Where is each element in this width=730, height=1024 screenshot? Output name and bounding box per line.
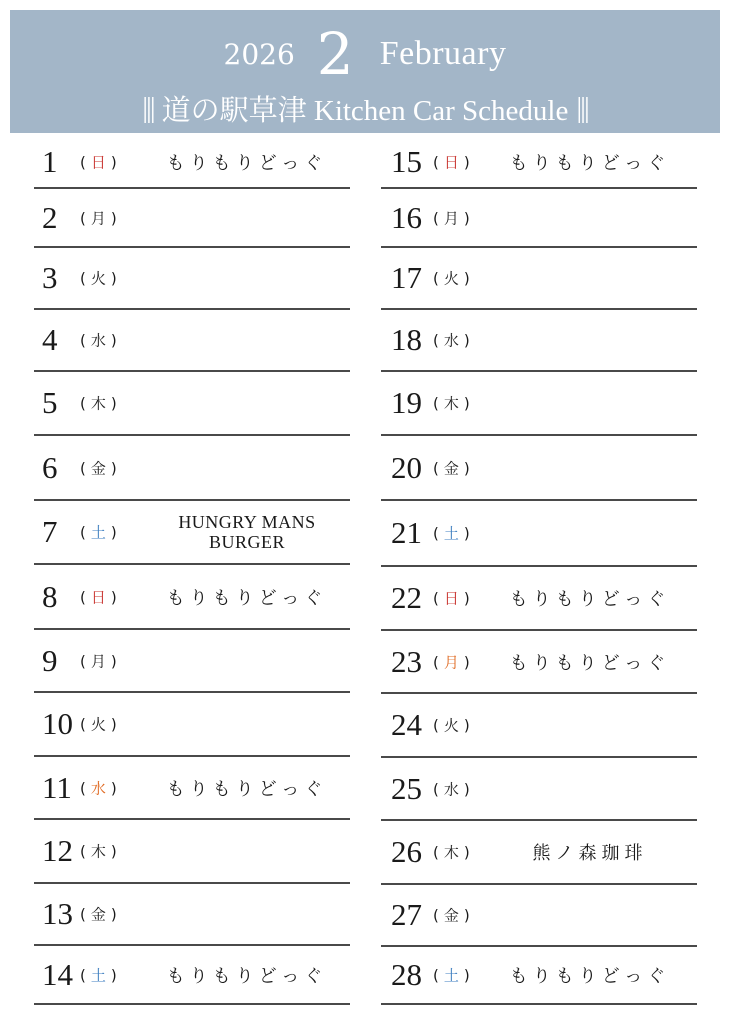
day-row — [34, 501, 350, 565]
day-row — [381, 501, 697, 567]
kitchen-car-vendor: もりもりどっぐ — [509, 652, 671, 674]
weekday-kanji: 水 — [443, 331, 461, 350]
weekday-label: ( 水 ) — [80, 779, 119, 797]
weekday-label: ( 日 ) — [80, 588, 119, 606]
day-row — [381, 136, 697, 189]
day-row — [34, 136, 350, 189]
calendar-column-right — [381, 136, 697, 1005]
weekday-label: ( 金 ) — [80, 905, 119, 924]
day-row — [381, 372, 697, 436]
weekday-kanji: 日 — [90, 153, 108, 171]
weekday-kanji: 日 — [443, 153, 461, 171]
weekday-label: ( 金 ) — [433, 906, 472, 925]
kitchen-car-vendor: もりもりどっぐ — [509, 152, 671, 174]
day-row — [381, 248, 697, 310]
weekday-kanji: 金 — [443, 459, 461, 477]
weekday-label: ( 金 ) — [80, 459, 119, 477]
weekday-label: ( 水 ) — [80, 331, 119, 350]
header-subtitle — [10, 90, 720, 126]
weekday-kanji: 火 — [443, 716, 461, 735]
weekday-label: ( 土 ) — [433, 966, 472, 985]
weekday-label: ( 月 ) — [433, 209, 472, 227]
day-row — [34, 820, 350, 884]
weekday-label: ( 火 ) — [80, 715, 119, 734]
day-number: 7 — [42, 514, 58, 549]
calendar-column-left — [34, 136, 350, 1005]
day-number: 10 — [42, 706, 73, 741]
weekday-kanji: 木 — [90, 394, 108, 413]
day-row — [34, 310, 350, 372]
kitchen-car-vendor: もりもりどっぐ — [509, 589, 671, 610]
kitchen-car-vendor: HUNGRY MANS BURGER — [178, 512, 316, 552]
day-number: 12 — [42, 833, 73, 868]
day-number: 8 — [42, 578, 58, 614]
day-number: 9 — [42, 642, 58, 678]
weekday-label: ( 金 ) — [433, 459, 472, 477]
weekday-kanji: 月 — [90, 652, 108, 670]
weekday-label: ( 火 ) — [433, 716, 472, 735]
day-number: 11 — [42, 769, 72, 805]
day-row — [34, 436, 350, 501]
day-row — [34, 884, 350, 946]
day-number: 3 — [42, 260, 58, 295]
weekday-label: ( 土 ) — [433, 524, 472, 543]
weekday-kanji: 金 — [443, 906, 461, 925]
weekday-label: ( 木 ) — [80, 394, 119, 413]
year: 2026 — [223, 37, 295, 71]
day-row — [381, 758, 697, 821]
weekday-kanji: 日 — [443, 589, 461, 608]
day-number: 19 — [391, 385, 422, 420]
day-number: 1 — [42, 143, 58, 179]
day-row — [381, 947, 697, 1005]
weekday-label: ( 木 ) — [80, 842, 119, 861]
header-date — [10, 20, 720, 88]
weekday-kanji: 月 — [90, 209, 108, 227]
weekday-kanji: 土 — [443, 524, 461, 543]
day-number: 21 — [391, 515, 422, 550]
month-number: 2 — [316, 20, 354, 88]
weekday-kanji: 水 — [90, 779, 108, 797]
kitchen-car-vendor: もりもりどっぐ — [166, 965, 328, 987]
day-row — [381, 567, 697, 631]
weekday-label: ( 月 ) — [80, 652, 119, 670]
weekday-kanji: 火 — [443, 269, 461, 288]
weekday-kanji: 木 — [90, 842, 108, 861]
day-row — [381, 189, 697, 248]
day-row — [34, 946, 350, 1005]
weekday-label: ( 土 ) — [80, 966, 119, 984]
day-number: 6 — [42, 449, 58, 485]
weekday-kanji: 火 — [90, 715, 108, 734]
weekday-label: ( 火 ) — [80, 269, 119, 288]
decorative-bars-left: ||| — [142, 91, 154, 124]
weekday-kanji: 金 — [90, 459, 108, 477]
day-number: 5 — [42, 385, 58, 420]
day-number: 28 — [391, 957, 422, 992]
day-number: 20 — [391, 449, 422, 485]
day-number: 26 — [391, 834, 422, 869]
weekday-label: ( 日 ) — [433, 589, 472, 608]
weekday-label: ( 月 ) — [80, 209, 119, 227]
weekday-kanji: 日 — [90, 588, 108, 606]
weekday-label: ( 水 ) — [433, 780, 472, 798]
month-name: February — [379, 35, 507, 72]
weekday-label: ( 火 ) — [433, 269, 472, 288]
day-number: 16 — [391, 199, 422, 235]
day-row — [381, 821, 697, 885]
weekday-kanji: 土 — [90, 966, 108, 984]
kitchen-car-vendor: もりもりどっぐ — [166, 778, 328, 800]
day-row — [34, 189, 350, 248]
weekday-label: ( 日 ) — [80, 153, 119, 171]
kitchen-car-vendor: もりもりどっぐ — [509, 966, 671, 987]
day-number: 23 — [391, 643, 422, 679]
weekday-label: ( 月 ) — [433, 653, 472, 671]
weekday-kanji: 土 — [443, 966, 461, 985]
weekday-kanji: 土 — [90, 523, 108, 542]
day-number: 27 — [391, 897, 422, 932]
day-row — [381, 436, 697, 501]
day-row — [34, 757, 350, 820]
decorative-bars-right: ||| — [576, 91, 588, 124]
weekday-kanji: 水 — [443, 780, 461, 798]
day-row — [34, 630, 350, 693]
kitchen-car-vendor: 熊ノ森珈琲 — [532, 843, 648, 864]
day-number: 13 — [42, 896, 73, 931]
day-row — [381, 310, 697, 372]
day-row — [381, 885, 697, 947]
day-number: 2 — [42, 199, 58, 235]
day-number: 15 — [391, 143, 422, 179]
day-number: 25 — [391, 770, 422, 806]
weekday-kanji: 月 — [443, 209, 461, 227]
day-number: 17 — [391, 260, 422, 295]
day-number: 4 — [42, 322, 58, 357]
weekday-kanji: 月 — [443, 653, 461, 671]
weekday-label: ( 木 ) — [433, 843, 472, 862]
weekday-kanji: 木 — [443, 843, 461, 862]
header-banner — [10, 10, 720, 133]
day-row — [34, 565, 350, 630]
weekday-label: ( 木 ) — [433, 394, 472, 413]
weekday-kanji: 木 — [443, 394, 461, 413]
day-number: 18 — [391, 322, 422, 357]
kitchen-car-vendor: もりもりどっぐ — [166, 587, 328, 609]
weekday-kanji: 水 — [90, 331, 108, 350]
weekday-label: ( 日 ) — [433, 153, 472, 171]
weekday-label: ( 土 ) — [80, 523, 119, 542]
day-row — [34, 693, 350, 757]
kitchen-car-vendor: もりもりどっぐ — [166, 152, 328, 174]
day-row — [381, 631, 697, 694]
day-row — [34, 248, 350, 310]
day-number: 24 — [391, 707, 422, 742]
day-number: 14 — [42, 956, 73, 992]
weekday-kanji: 火 — [90, 269, 108, 288]
day-row — [381, 694, 697, 758]
weekday-kanji: 金 — [90, 905, 108, 924]
subtitle-text: 道の駅草津 Kitchen Car Schedule — [161, 94, 569, 127]
day-number: 22 — [391, 580, 422, 615]
day-row — [34, 372, 350, 436]
weekday-label: ( 水 ) — [433, 331, 472, 350]
